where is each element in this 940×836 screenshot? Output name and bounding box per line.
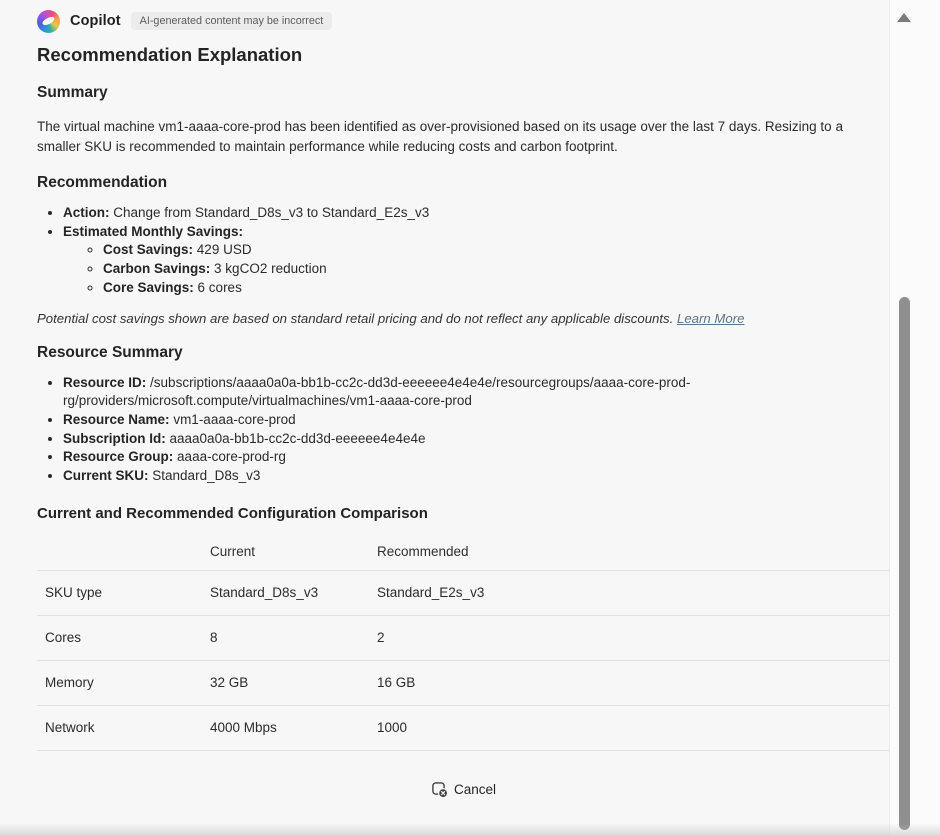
list-item-savings: • Estimated Monthly Savings: ◦ Cost Savings: 429 USD ◦ Carbon Savings: 3 kgCO2 reduction ◦ Core Savings: 6 cores <box>63 223 867 298</box>
list-item-current-sku: • Current SKU: Standard_D8s_v3 <box>63 467 867 486</box>
comparison-table <box>37 534 890 751</box>
resource-summary-heading: Resource Summary <box>37 343 183 361</box>
copilot-logo-icon <box>37 10 60 33</box>
resource-summary-list <box>37 374 867 486</box>
column-header-metric <box>37 534 210 571</box>
list-item-resource-id: • Resource ID: /subscriptions/aaaa0a0a-bb1b-cc2c-dd3d-eeeeee4e4e4e/resourcegroups/aaaa-core-prod-rg/providers/microsoft.compute/virtualmachines/vm1-aaaa-core-prod <box>63 374 867 411</box>
summary-heading: Summary <box>37 84 108 101</box>
scrollbar[interactable] <box>889 0 940 836</box>
cancel-button-label: Cancel <box>453 781 497 797</box>
comparison-heading: Current and Recommended Configuration Comparison <box>37 504 428 522</box>
table-row-memory: Memory 32 GB 16 GB <box>37 660 890 705</box>
cancel-button[interactable] <box>425 777 502 802</box>
footer-actions <box>37 777 890 802</box>
table-row-sku-type: SKU type Standard_D8s_v3 Standard_E2s_v3 <box>37 570 890 615</box>
table-row-cores: Cores 8 2 <box>37 615 890 660</box>
column-header-current: Current <box>210 534 377 571</box>
list-item-action: • Action: Change from Standard_D8s_v3 to Standard_E2s_v3 <box>63 204 867 223</box>
ai-disclaimer-badge: AI-generated content may be incorrect <box>131 12 333 31</box>
page-title: Recommendation Explanation <box>37 44 303 65</box>
table-header-row <box>37 534 890 571</box>
recommendation-list <box>37 204 867 298</box>
recommendation-heading: Recommendation <box>37 174 168 191</box>
table-row-network: Network 4000 Mbps 1000 <box>37 705 890 750</box>
dismiss-box-icon <box>431 781 448 798</box>
column-header-recommended: Recommended <box>377 534 890 571</box>
copilot-header <box>37 0 867 33</box>
list-item-resource-name: • Resource Name: vm1-aaaa-core-prod <box>63 411 867 430</box>
bottom-edge-shadow <box>0 823 940 836</box>
scroll-up-arrow-icon[interactable] <box>897 13 911 22</box>
summary-text: The virtual machine vm1-aaaa-core-prod has been identified as over-provisioned based on its usage over the last 7 days. Resizing to a smaller SKU is recommended to maintain performance while reducing costs and carbon footprint. <box>37 119 843 154</box>
list-item-subscription-id: • Subscription Id: aaaa0a0a-bb1b-cc2c-dd3d-eeeeee4e4e4e <box>63 430 867 449</box>
savings-sublist <box>63 241 867 297</box>
list-item-core-savings: ◦ Core Savings: 6 cores <box>103 279 867 298</box>
list-item-resource-group: • Resource Group: aaaa-core-prod-rg <box>63 448 867 467</box>
list-item-cost-savings: ◦ Cost Savings: 429 USD <box>103 241 867 260</box>
copilot-panel <box>37 0 867 802</box>
brand-name: Copilot <box>70 13 121 29</box>
scrollbar-thumb[interactable] <box>899 297 910 830</box>
learn-more-link[interactable]: Learn More <box>677 310 745 326</box>
pricing-disclaimer: Potential cost savings shown are based on standard retail pricing and do not reflect any applicable discounts. Learn More <box>37 310 745 326</box>
list-item-carbon-savings: ◦ Carbon Savings: 3 kgCO2 reduction <box>103 260 867 279</box>
